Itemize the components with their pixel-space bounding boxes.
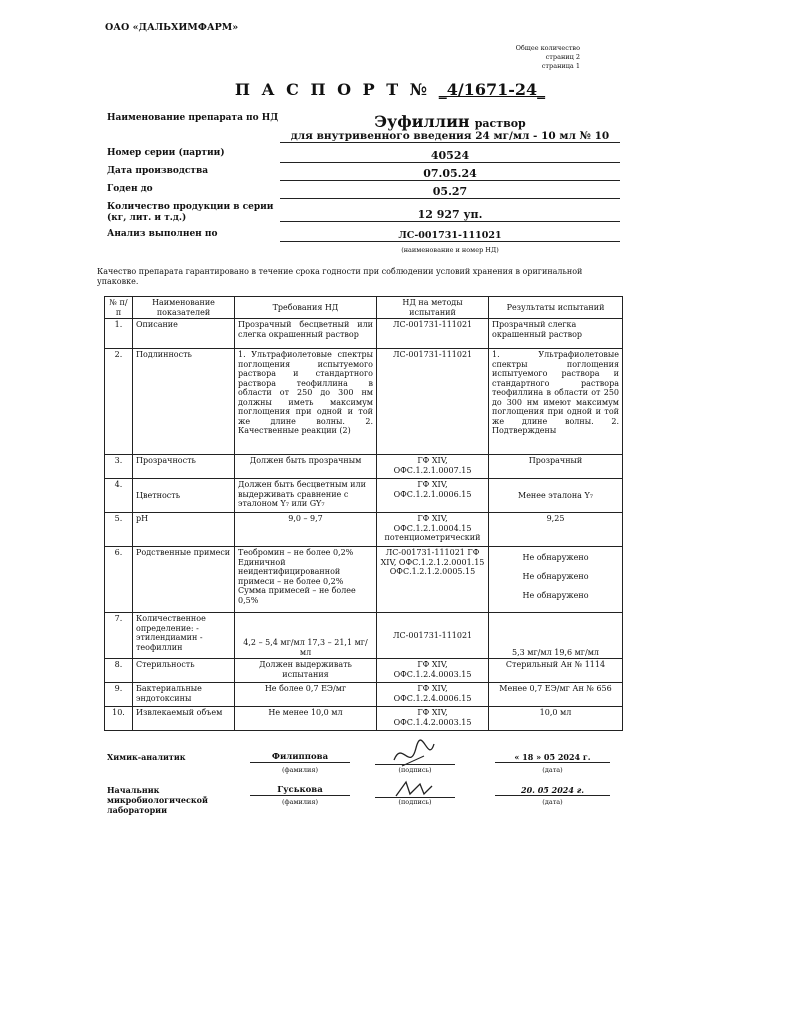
date-note: (дата) xyxy=(542,798,563,806)
signer-name-microbiology: Гуськова xyxy=(250,785,350,796)
expiry-label: Годен до xyxy=(107,184,153,194)
row-number: 2. xyxy=(105,349,133,455)
row-requirement: 9,0 – 9,7 xyxy=(235,513,377,547)
table-row xyxy=(105,455,623,479)
row-result: Не обнаружено Не обнаружено Не обнаружено xyxy=(489,547,623,613)
row-result: 5,3 мг/мл 19,6 мг/мл xyxy=(489,613,623,659)
signer-role-microbiology: Начальник микробиологической лаборатории xyxy=(107,785,208,815)
col-header-number: № п/п xyxy=(105,297,133,319)
row-requirement: Должен быть бесцветным или выдерживать сравнение с эталоном Y₇ или GY₇ xyxy=(235,479,377,513)
row-result: 10,0 мл xyxy=(489,707,623,731)
passport-number: _4/1671-24_ xyxy=(438,80,546,99)
signature-mark xyxy=(392,778,436,800)
row-result: 1. Ультрафиолетовые спектры поглощения испытуемого раствора и стандартного раствора теофиллина в области от 250 до 300 нм имеют максимум поглощения при одной и той же длине волны. 2. Подтверждены xyxy=(489,349,623,455)
expiry-date: 05.27 xyxy=(280,185,620,199)
row-method: ЛС-001731-111021 xyxy=(377,319,489,349)
total-pages: Общее количество страниц 2 xyxy=(515,44,580,61)
row-indicator: Описание xyxy=(133,319,235,349)
row-number: 5. xyxy=(105,513,133,547)
row-result: Менее эталона Y₇ xyxy=(489,479,623,513)
analysis-note: (наименование и номер НД) xyxy=(401,246,499,254)
table-row xyxy=(105,659,623,683)
analysis-label: Анализ выполнен по xyxy=(107,229,218,239)
row-requirement: Не менее 10,0 мл xyxy=(235,707,377,731)
organization-name: ОАО «ДАЛЬХИМФАРМ» xyxy=(105,22,239,33)
row-indicator: Стерильность xyxy=(133,659,235,683)
signer-name-chemist: Филиппова xyxy=(250,752,350,763)
row-method: ГФ XIV, ОФС.1.2.4.0003.15 xyxy=(377,659,489,683)
row-number: 10. xyxy=(105,707,133,731)
table-row xyxy=(105,683,623,707)
signature-note: (подпись) xyxy=(398,798,432,806)
row-indicator: pH xyxy=(133,513,235,547)
row-method: ЛС-001731-111021 xyxy=(377,613,489,659)
table-row xyxy=(105,547,623,613)
analysis-standard: ЛС-001731-111021 xyxy=(280,230,620,242)
row-indicator: Количественное определение: - этилендиамин - теофиллин xyxy=(133,613,235,659)
quantity-label: Количество продукции в серии (кг, лит. и т.д.) xyxy=(107,202,274,223)
row-requirement: Теобромин – не более 0,2% Единичной неидентифицированной примеси – не более 0,2% Сумма примесей – не более 0,5% xyxy=(235,547,377,613)
row-indicator: Родственные примеси xyxy=(133,547,235,613)
row-result: Прозрачный слегка окрашенный раствор xyxy=(489,319,623,349)
row-method: ГФ XIV, ОФС.1.2.1.0007.15 xyxy=(377,455,489,479)
drug-description: для внутривенного введения 24 мг/мл - 10 мл № 10 xyxy=(280,130,620,143)
row-number: 9. xyxy=(105,683,133,707)
row-indicator: Прозрачность xyxy=(133,455,235,479)
signature-note: (подпись) xyxy=(398,766,432,774)
row-requirement: Должен выдерживать испытания xyxy=(235,659,377,683)
row-result: Прозрачный xyxy=(489,455,623,479)
table-header-row xyxy=(105,297,623,319)
row-number: 3. xyxy=(105,455,133,479)
row-number: 6. xyxy=(105,547,133,613)
document-title xyxy=(150,80,630,99)
row-number: 4. xyxy=(105,479,133,513)
row-indicator: Извлекаемый объем xyxy=(133,707,235,731)
signer-name-note: (фамилия) xyxy=(282,766,318,774)
col-header-requirements: Требования НД xyxy=(235,297,377,319)
row-method: ГФ XIV, ОФС.1.2.1.0004.15 потенциометрический xyxy=(377,513,489,547)
quality-guarantee: Качество препарата гарантировано в течение срока годности при соблюдении условий хранения в оригинальной упаковке. xyxy=(97,267,583,286)
page-count xyxy=(490,44,580,71)
row-result: Менее 0,7 ЕЭ/мг Ан № 656 xyxy=(489,683,623,707)
batch-label: Номер серии (партии) xyxy=(107,148,225,158)
batch-number: 40524 xyxy=(280,149,620,163)
col-header-methods: НД на методы испытаний xyxy=(377,297,489,319)
row-indicator: Подлинность xyxy=(133,349,235,455)
drug-name: Эуфиллин xyxy=(374,112,470,131)
col-header-name: Наименование показателей xyxy=(133,297,235,319)
col-header-results: Результаты испытаний xyxy=(489,297,623,319)
mfg-date: 07.05.24 xyxy=(280,167,620,181)
signer-role-chemist: Химик-аналитик xyxy=(107,752,186,762)
table-row xyxy=(105,319,623,349)
row-method: ЛС-001731-111021 ГФ XIV, ОФС.1.2.1.2.0001.15 ОФС.1.2.1.2.0005.15 xyxy=(377,547,489,613)
sign-date-chemist: « 18 » 05 2024 г. xyxy=(495,752,610,763)
row-method: ГФ XIV, ОФС.1.2.4.0006.15 xyxy=(377,683,489,707)
sign-date-microbiology: 20. 05 2024 г. xyxy=(495,785,610,796)
current-page: страница 1 xyxy=(541,62,580,70)
row-indicator: Бактериальные эндотоксины xyxy=(133,683,235,707)
row-requirement: 1. Ультрафиолетовые спектры поглощения испытуемого раствора и стандартного раствора теофиллина в области от 250 до 300 нм должны иметь максимум поглощения при одной и той же длине волны. 2. Качественные реакции (2) xyxy=(235,349,377,455)
row-result: Стерильный Ан № 1114 xyxy=(489,659,623,683)
table-row xyxy=(105,479,623,513)
table-row xyxy=(105,349,623,455)
mfg-date-label: Дата производства xyxy=(107,166,209,176)
row-method: ГФ XIV, ОФС.1.2.1.0006.15 xyxy=(377,479,489,513)
table-row xyxy=(105,707,623,731)
row-requirement: Не более 0,7 ЕЭ/мг xyxy=(235,683,377,707)
row-method: ГФ XIV, ОФС.1.4.2.0003.15 xyxy=(377,707,489,731)
row-result: 9,25 xyxy=(489,513,623,547)
quantity: 12 927 уп. xyxy=(280,208,620,222)
date-note: (дата) xyxy=(542,766,563,774)
row-number: 7. xyxy=(105,613,133,659)
title-label: П А С П О Р Т № xyxy=(234,80,431,99)
table-row xyxy=(105,513,623,547)
drug-name-line xyxy=(280,112,620,131)
row-number: 8. xyxy=(105,659,133,683)
drug-form: раствор xyxy=(474,117,526,130)
table-row xyxy=(105,613,623,659)
row-indicator: Цветность xyxy=(133,479,235,513)
results-table xyxy=(104,296,623,731)
row-requirement: 4,2 – 5,4 мг/мл 17,3 – 21,1 мг/мл xyxy=(235,613,377,659)
row-method: ЛС-001731-111021 xyxy=(377,349,489,455)
row-number: 1. xyxy=(105,319,133,349)
row-requirement: Должен быть прозрачным xyxy=(235,455,377,479)
drug-label: Наименование препарата по НД xyxy=(107,113,279,123)
signer-name-note: (фамилия) xyxy=(282,798,318,806)
row-requirement: Прозрачный бесцветный или слегка окрашенный раствор xyxy=(235,319,377,349)
